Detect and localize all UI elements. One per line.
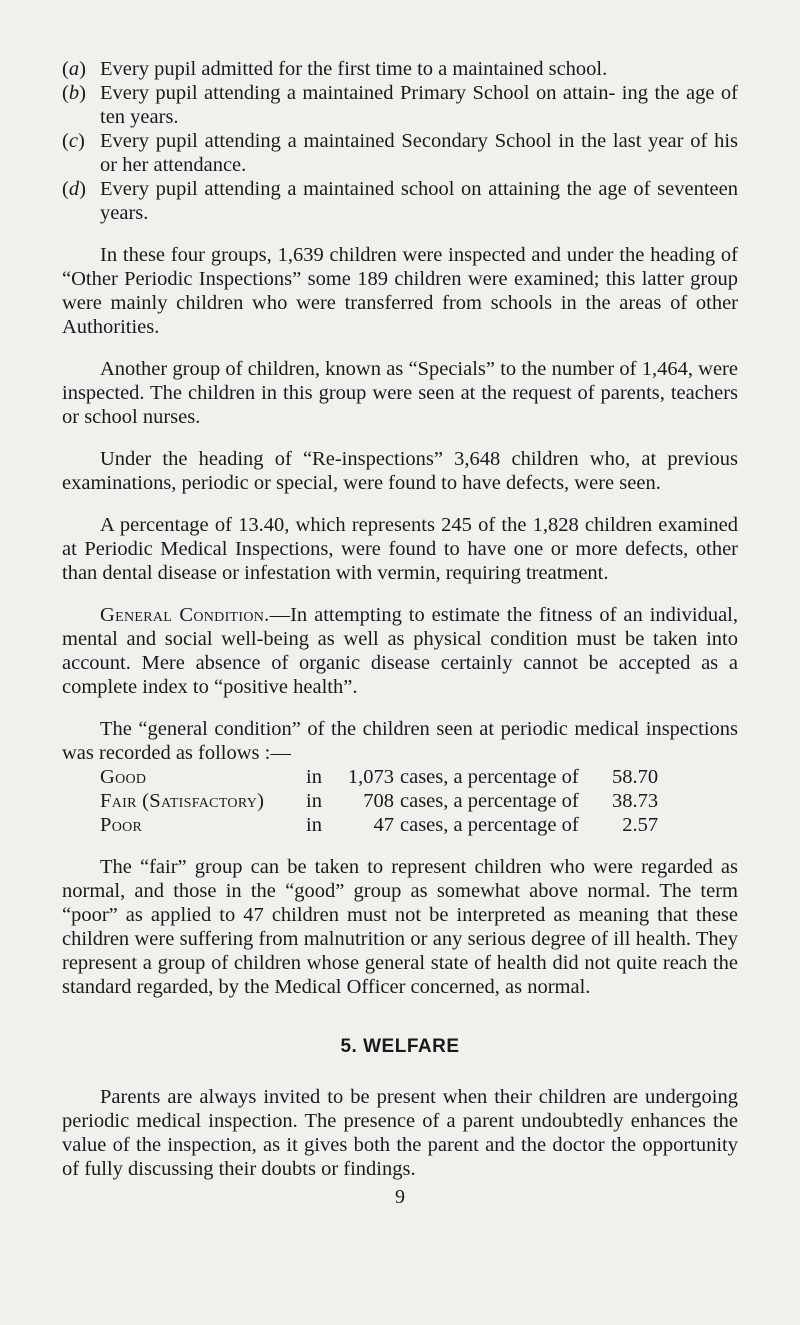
page-body	[62, 57, 738, 1209]
general-condition-heading: General Condition.	[100, 604, 270, 626]
paragraph-recorded-as-follows: The “general condition” of the children seen at periodic medical inspections was recorded as follows :—	[62, 718, 738, 764]
paragraph-parents-invited: Parents are always invited to be present when their children are undergoing periodic medical inspection. The presence of a parent undoubtedly enhances the value of the inspection, as it gives both the parent and the doctor the opportunity of fully discussing their doubts or findings.	[62, 1086, 738, 1180]
paragraph-percentage-defects: A percentage of 13.40, which represents 245 of the 1,828 children examined at Periodic Medical Inspections, were found to have one or more defects, other than dental disease or infestation with vermin, requiring treatment.	[62, 514, 738, 584]
section-heading-welfare: 5. WELFARE	[340, 1036, 460, 1057]
list-item: (a) Every pupil admitted for the first time to a maintained school.	[62, 58, 608, 80]
table-row: Fair (Satisfactory) in 708 cases, a percentage of 38.73	[100, 790, 659, 812]
inspection-groups-list	[62, 57, 738, 225]
paragraph-fair-group: The “fair” group can be taken to represent children who were regarded as normal, and those in the “good” group as somewhat above normal. The term “poor” as applied to 47 children must not be interpreted as meaning that these children were suffering from malnutrition or any serious degree of ill health. They represent a group of children whose general state of health did not quite reach the standard regarded, by the Medical Officer concerned, as normal.	[62, 856, 738, 998]
general-condition-table	[100, 765, 658, 837]
paragraph-general-condition: General Condition.—In attempting to estimate the fitness of an individual, mental and social well-being as well as physical condition must be taken into account. Mere absence of organic disease certainly cannot be accepted as a complete index to “positive health”.	[62, 604, 738, 698]
list-item: (b) Every pupil attending a maintained Primary School on attain- ing the age of ten years.	[62, 82, 738, 128]
paragraph-specials: Another group of children, known as “Specials” to the number of 1,464, were inspected. The children in this group were seen at the request of parents, teachers or school nurses.	[62, 358, 738, 428]
list-item: (d) Every pupil attending a maintained school on attaining the age of seventeen years.	[62, 178, 738, 224]
paragraph-re-inspections: Under the heading of “Re-inspections” 3,648 children who, at previous examinations, periodic or special, were found to have defects, were seen.	[62, 448, 738, 494]
list-item: (c) Every pupil attending a maintained Secondary School in the last year of his or her attendance.	[62, 130, 738, 176]
page-number: 9	[395, 1186, 405, 1208]
table-row: Poor in 47 cases, a percentage of 2.57	[100, 814, 659, 836]
table-row: Good in 1,073 cases, a percentage of 58.70	[100, 766, 659, 788]
paragraph-four-groups: In these four groups, 1,639 children were inspected and under the heading of “Other Periodic Inspections” some 189 children were examined; this latter group were mainly children who were transferred from schools in the areas of other Authorities.	[62, 244, 738, 338]
